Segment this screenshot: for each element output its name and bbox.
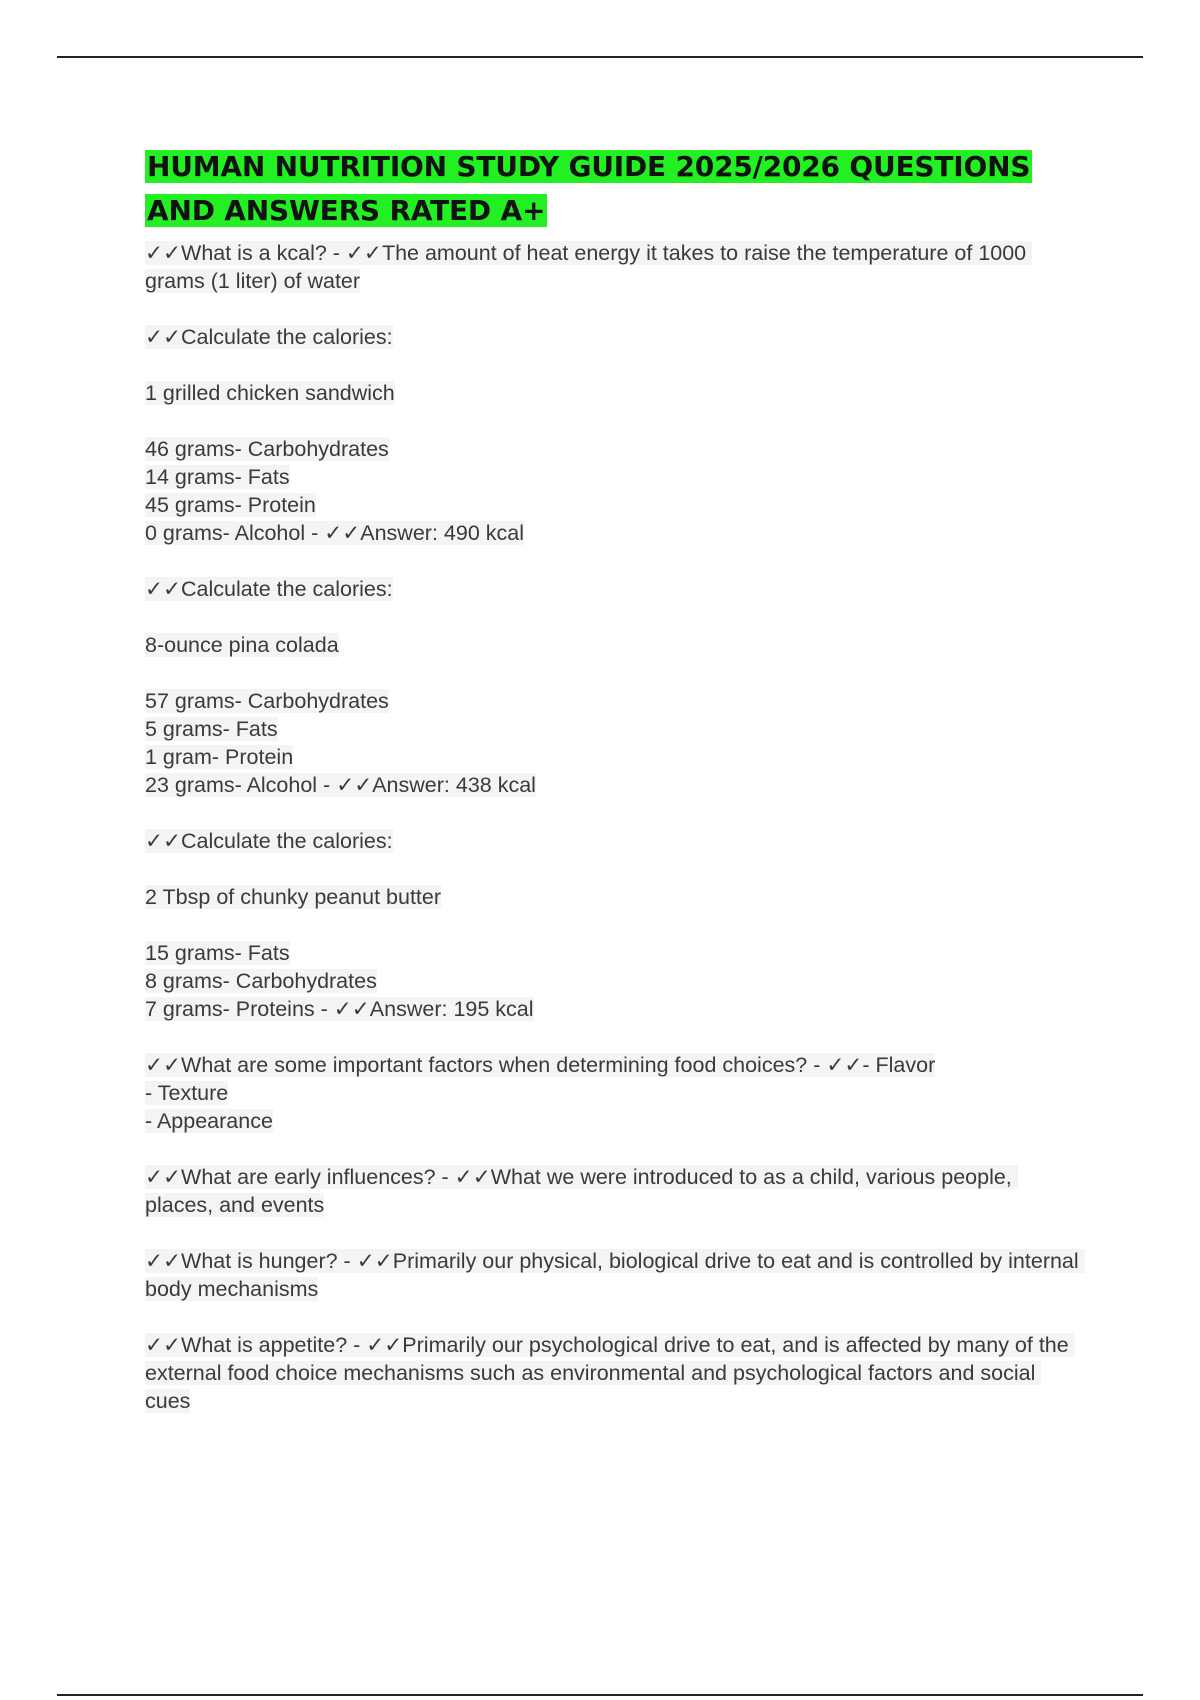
qa-block [145,827,1085,1023]
qa-line: 23 grams- Alcohol - ✓✓Answer: 438 kcal [145,773,536,797]
qa-line: ✓✓What are some important factors when determining food choices? - ✓✓- Flavor [145,1053,936,1077]
qa-line: 46 grams- Carbohydrates [145,437,389,461]
qa-line: 1 grilled chicken sandwich [145,381,395,405]
blank-line [145,659,1085,687]
qa-line: 8 grams- Carbohydrates [145,969,377,993]
qa-block [145,323,1085,547]
qa-block [145,1051,1085,1135]
qa-line: 0 grams- Alcohol - ✓✓Answer: 490 kcal [145,521,524,545]
qa-line: 14 grams- Fats [145,465,290,489]
qa-line: ✓✓What is a kcal? - ✓✓The amount of heat energy it takes to raise the temperature of 1000 grams (1 liter) of water [145,241,1033,293]
qa-line: 2 Tbsp of chunky peanut butter [145,885,442,909]
header-rule [57,56,1143,58]
qa-line: - Texture [145,1081,229,1105]
qa-line: 5 grams- Fats [145,717,278,741]
qa-line: 7 grams- Proteins - ✓✓Answer: 195 kcal [145,997,534,1021]
footer-rule [57,1694,1143,1696]
qa-line: ✓✓Calculate the calories: [145,829,393,853]
qa-line: ✓✓What is appetite? - ✓✓Primarily our psychological drive to eat, and is affected by many of the external food choice mechanisms such as environmental and psychological factors and social cues [145,1333,1075,1413]
qa-line: ✓✓What is hunger? - ✓✓Primarily our physical, biological drive to eat and is controlled by internal body mechanisms [145,1249,1085,1301]
qa-line: 57 grams- Carbohydrates [145,689,389,713]
qa-block [145,1163,1085,1219]
document-title [145,145,1085,233]
document-body [145,145,1085,1443]
qa-block [145,575,1085,799]
qa-line: 8-ounce pina colada [145,633,339,657]
blank-line [145,351,1085,379]
qa-line: ✓✓Calculate the calories: [145,577,393,601]
qa-list [145,239,1085,1415]
qa-line: ✓✓Calculate the calories: [145,325,393,349]
qa-block [145,239,1085,295]
qa-line: ✓✓What are early influences? - ✓✓What we were introduced to as a child, various people, places, and events [145,1165,1018,1217]
blank-line [145,407,1085,435]
blank-line [145,603,1085,631]
qa-block [145,1331,1085,1415]
qa-line: 1 gram- Protein [145,745,294,769]
qa-block [145,1247,1085,1303]
qa-line: 45 grams- Protein [145,493,316,517]
blank-line [145,911,1085,939]
qa-line: 15 grams- Fats [145,941,290,965]
title-highlight: HUMAN NUTRITION STUDY GUIDE 2025/2026 QUESTIONS AND ANSWERS RATED A+ [147,150,1031,227]
blank-line [145,855,1085,883]
qa-line: - Appearance [145,1109,273,1133]
